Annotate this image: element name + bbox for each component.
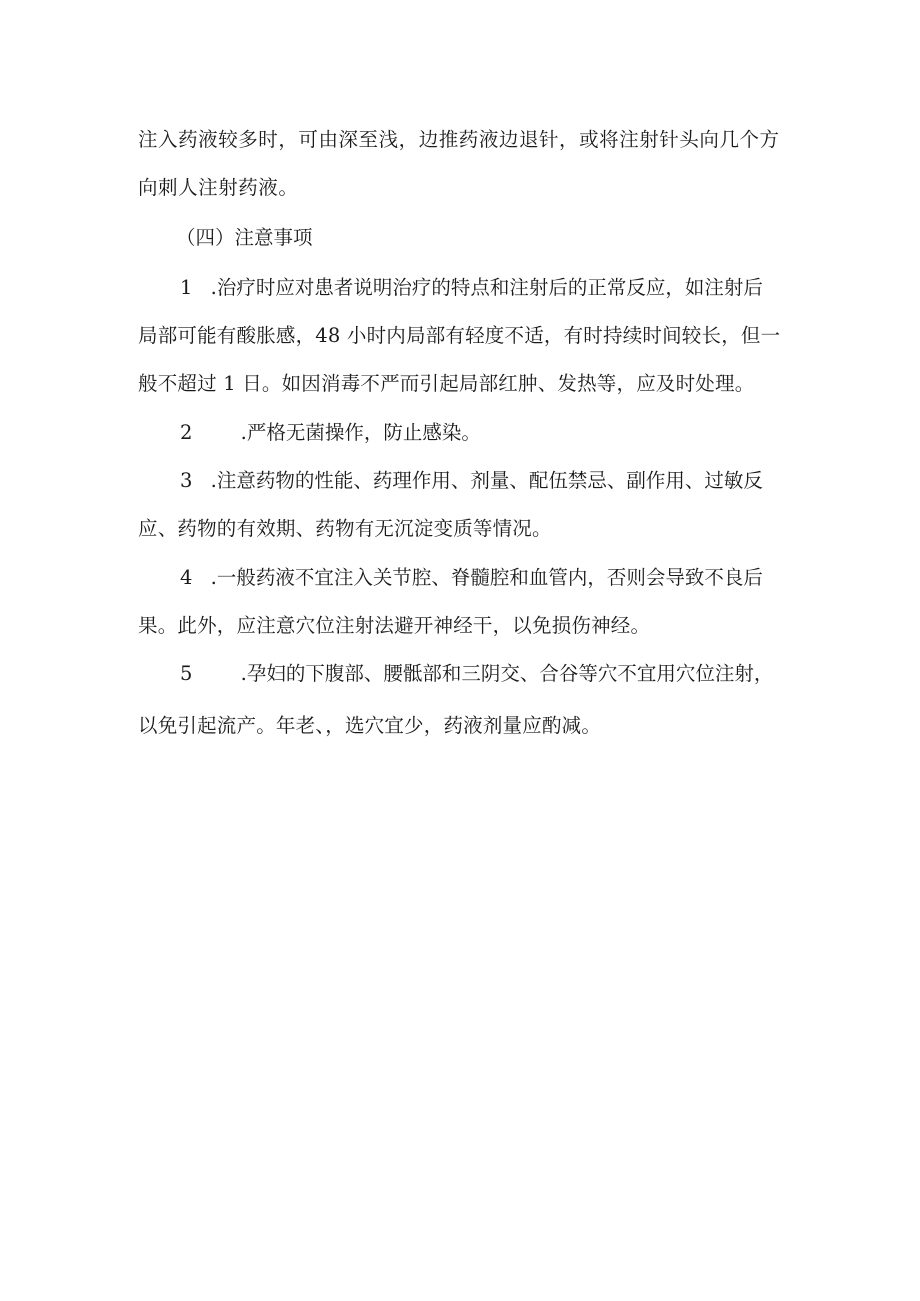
item1-line3: 般不超过 1 日。如因消毒不严而引起局部红肿、发热等，应及时处理。 [138, 372, 755, 395]
item5-number: 5 [180, 662, 193, 685]
item1-number: 1 [180, 276, 193, 299]
item5-line1: .孕妇的下腹部、腰骶部和三阴交、合谷等穴不宜用穴位注射， [240, 662, 774, 685]
para1-line2: 向刺人注射药液。 [138, 176, 299, 199]
item1-line1: .治疗时应对患者说明治疗的特点和注射后的正常反应，如注射后 [210, 276, 763, 299]
item4-line1-row [180, 566, 800, 590]
item4-line1: .一般药液不宜注入关节腔、脊髓腔和血管内，否则会导致不良后 [210, 566, 763, 589]
para1-line1: 注入药液较多时，可由深至浅，边推药液边退针，或将注射针头向几个方 [138, 128, 780, 151]
item1-line1-row [180, 276, 800, 300]
item5-line1-row [180, 662, 800, 686]
section-heading: （四）注意事项 [176, 226, 313, 249]
item3-line2: 应、药物的有效期、药物有无沉淀变质等情况。 [138, 517, 552, 540]
item2-row [180, 421, 800, 445]
item3-number: 3 [180, 469, 193, 492]
item3-line1-row [180, 469, 800, 493]
item2-line1: .严格无菌操作，防止感染。 [240, 421, 481, 444]
item4-line2: 果。此外，应注意穴位注射法避开神经干，以免损伤神经。 [138, 614, 651, 637]
item5-line2: 以免引起流产。年老、，选穴宜少，药液剂量应酌减。 [138, 714, 602, 737]
item4-number: 4 [180, 566, 193, 589]
item1-line2: 局部可能有酸胀感，48 小时内局部有轻度不适，有时持续时间较长，但一 [138, 324, 781, 347]
item3-line1: .注意药物的性能、药理作用、剂量、配伍禁忌、副作用、过敏反 [210, 469, 763, 492]
item2-number: 2 [180, 421, 193, 444]
